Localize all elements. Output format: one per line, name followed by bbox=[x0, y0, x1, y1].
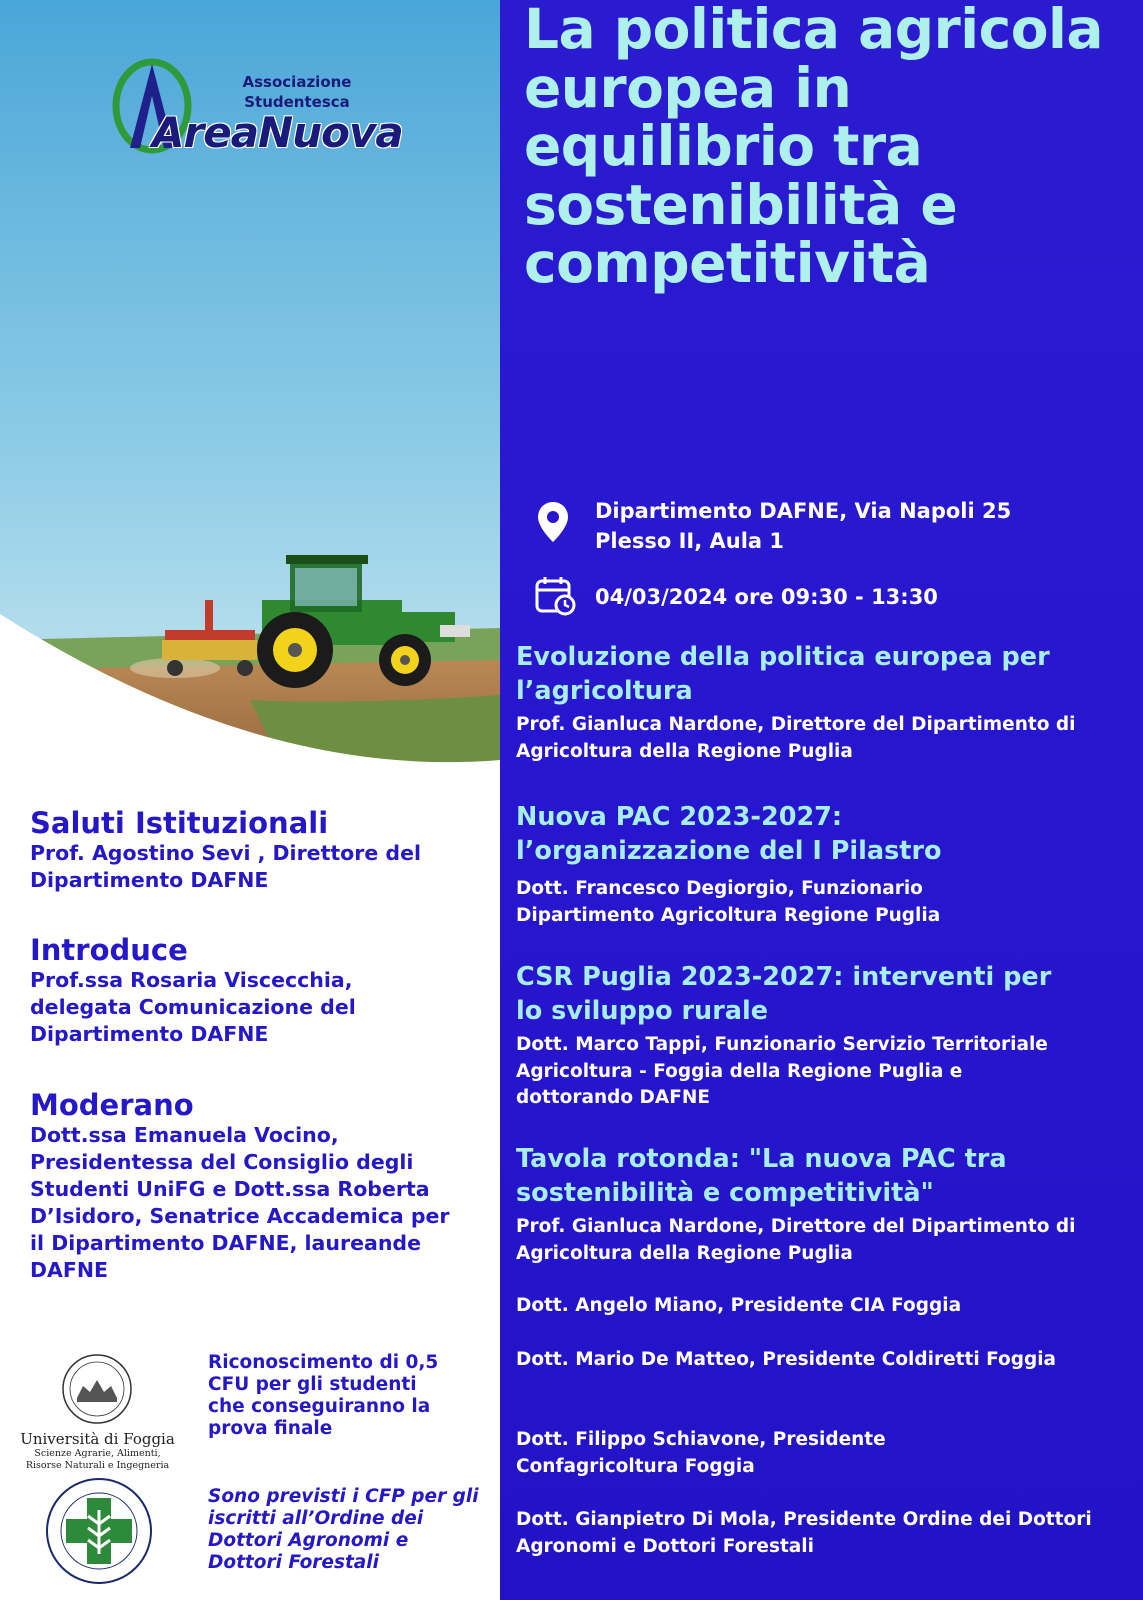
university-sub2: Risorse Naturali e Ingegneria bbox=[25, 1460, 170, 1471]
section-saluti bbox=[30, 806, 430, 894]
program-heading: Evoluzione della politica europea per l’agricoltura bbox=[516, 642, 1050, 706]
cfp-note: Sono previsti i CFP per gli iscritti all’Ordine dei Dottori Agronomi e Dottori Forestali bbox=[208, 1486, 479, 1573]
order-agronomists-logo bbox=[44, 1476, 154, 1586]
program-speaker: Dott. Marco Tappi, Funzionario Servizio Territoriale Agricoltura - Foggia della Regione Puglia e dottorando DAFNE bbox=[516, 1034, 1048, 1108]
calendar-clock-icon bbox=[534, 575, 578, 617]
program-item-4-speaker-2 bbox=[516, 1293, 1116, 1320]
logo-association-line1: Associazione bbox=[242, 73, 352, 91]
program-heading: Nuova PAC 2023-2027: l’organizzazione del I Pilastro bbox=[516, 802, 942, 866]
program-item-1 bbox=[516, 640, 1116, 765]
program-heading: Tavola rotonda: "La nuova PAC tra sostenibilità e competitività" bbox=[516, 1144, 1007, 1208]
program-item-4-speaker-3 bbox=[516, 1347, 1056, 1374]
program-speaker: Dott. Angelo Miano, Presidente CIA Foggia bbox=[516, 1295, 962, 1316]
program-item-4-speaker-5 bbox=[516, 1507, 1106, 1560]
program-speaker: Dott. Mario De Matteo, Presidente Coldiretti Foggia bbox=[516, 1349, 1057, 1370]
section-body: Dott.ssa Emanuela Vocino, Presidentessa del Consiglio degli Studenti UniFG e Dott.ssa Roberta D’Isidoro, Senatrice Accademica per il Dipartimento DAFNE, laureande DAFNE bbox=[30, 1123, 450, 1282]
program-speaker: Dott. Francesco Degiorgio, Funzionario Dipartimento Agricoltura Regione Puglia bbox=[516, 878, 941, 926]
section-heading: Introduce bbox=[30, 933, 188, 967]
program-speaker: Prof. Gianluca Nardone, Direttore del Dipartimento di Agricoltura della Regione Puglia bbox=[516, 1216, 1076, 1264]
program-item-2 bbox=[516, 800, 996, 868]
program-item-4-speaker-4 bbox=[516, 1427, 956, 1480]
program-item-2-speakers bbox=[516, 876, 1036, 929]
program-heading: CSR Puglia 2023-2027: interventi per lo sviluppo rurale bbox=[516, 962, 1052, 1026]
logo-association-line2: Studentesca bbox=[244, 93, 350, 111]
university-name: Università di Foggia bbox=[20, 1430, 175, 1448]
section-body: Prof. Agostino Sevi , Direttore del Dipartimento DAFNE bbox=[30, 841, 422, 892]
location-pin-icon bbox=[536, 500, 570, 544]
left-panel bbox=[0, 0, 500, 1600]
logo-brand: AreaNuova bbox=[152, 108, 403, 157]
section-heading: Saluti Istituzionali bbox=[30, 806, 329, 840]
program-item-3 bbox=[516, 960, 1076, 1112]
venue-line1: Dipartimento DAFNE, Via Napoli 25 bbox=[595, 499, 1012, 523]
university-sub1: Scienze Agrarie, Alimenti, bbox=[34, 1448, 161, 1459]
order-agronomists-logo-icon bbox=[44, 1476, 154, 1586]
university-logo bbox=[20, 1352, 175, 1472]
section-heading: Moderano bbox=[30, 1088, 194, 1122]
program-item-4 bbox=[516, 1142, 1076, 1267]
right-panel bbox=[500, 0, 1143, 1600]
section-introduce bbox=[30, 933, 410, 1048]
section-body: Prof.ssa Rosaria Viscecchia, delegata Comunicazione del Dipartimento DAFNE bbox=[30, 968, 356, 1046]
event-title: La politica agricola europea in equilibrio tra sostenibilità e competitività bbox=[524, 0, 1103, 295]
program-speaker: Dott. Gianpietro Di Mola, Presidente Ordine dei Dottori Agronomi e Dottori Forestali bbox=[516, 1509, 1092, 1557]
university-seal-icon bbox=[20, 1352, 175, 1426]
areanuova-logo bbox=[112, 56, 403, 157]
event-datetime: 04/03/2024 ore 09:30 - 13:30 bbox=[595, 585, 938, 609]
venue-line2: Plesso II, Aula 1 bbox=[595, 529, 784, 553]
section-moderano bbox=[30, 1088, 450, 1284]
program-speaker: Dott. Filippo Schiavone, Presidente Confagricoltura Foggia bbox=[516, 1429, 886, 1477]
cfu-note: Riconoscimento di 0,5 CFU per gli studenti che conseguiranno la prova finale bbox=[208, 1352, 439, 1439]
program-speaker: Prof. Gianluca Nardone, Direttore del Dipartimento di Agricoltura della Regione Puglia bbox=[516, 714, 1076, 762]
